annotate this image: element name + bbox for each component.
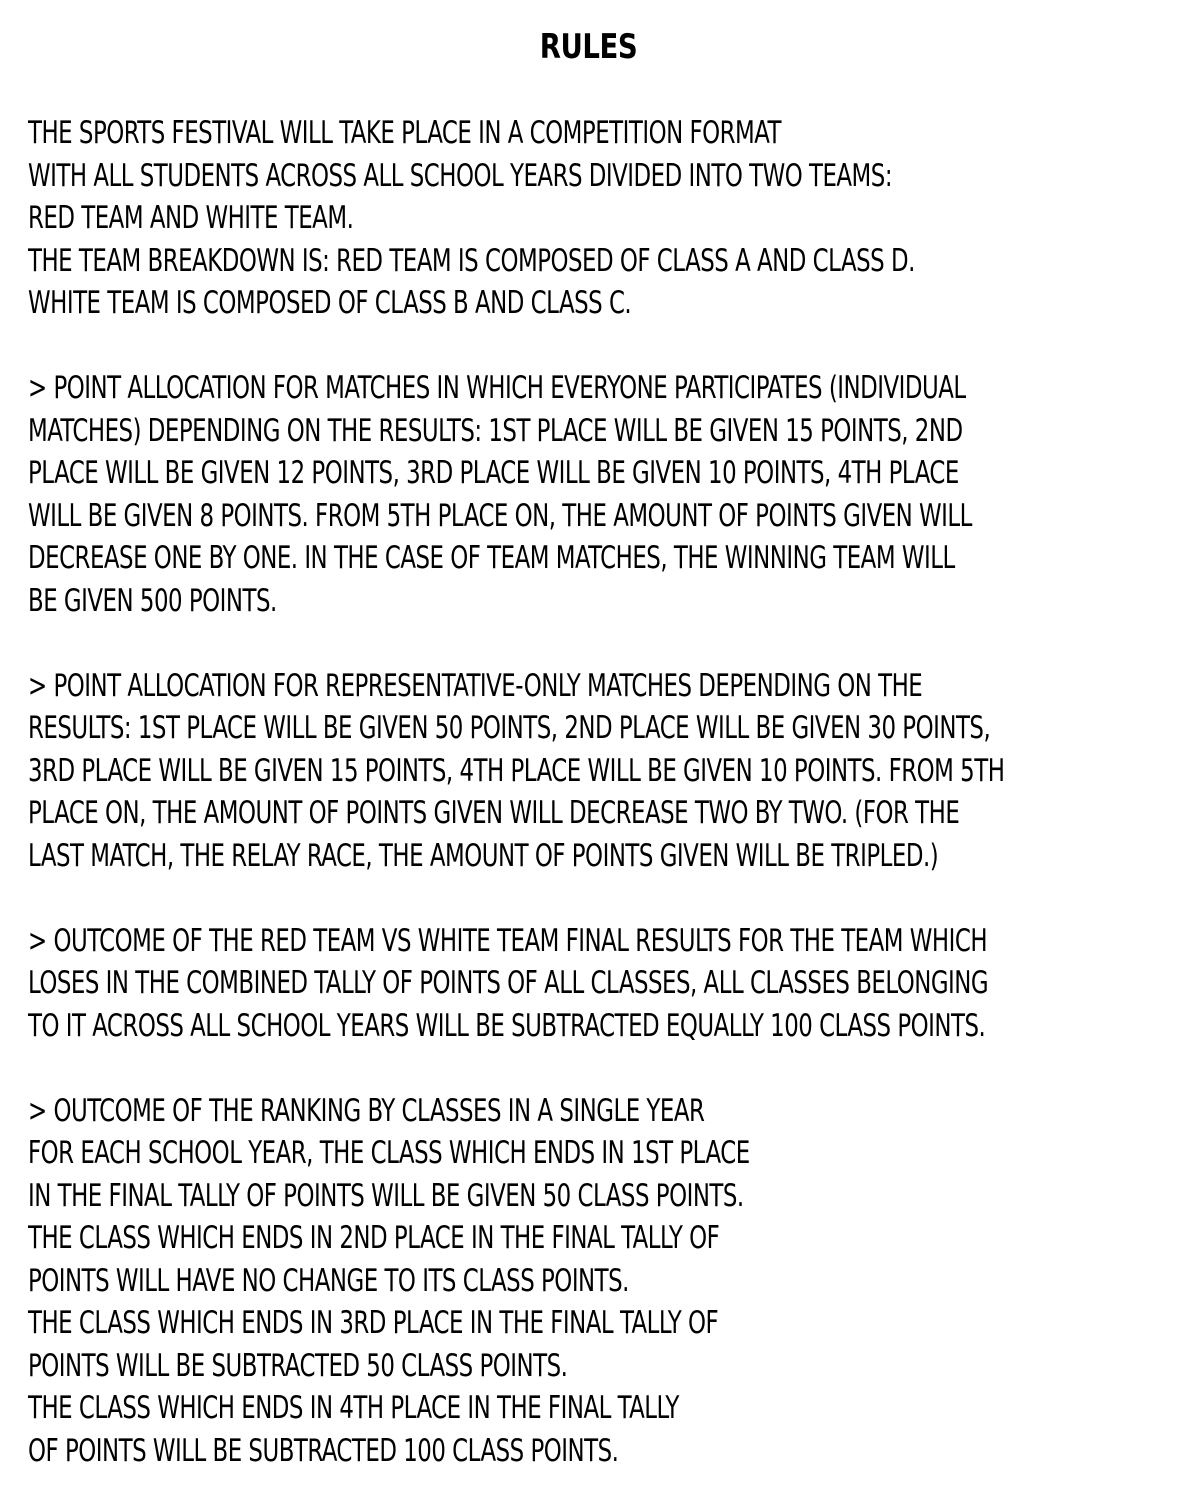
text-line: DECREASE ONE BY ONE. IN THE CASE OF TEAM MATCHES, THE WINNING TEAM WILL [28, 540, 955, 576]
text-line: BE GIVEN 500 POINTS. [28, 582, 277, 619]
text-line: THE CLASS WHICH ENDS IN 3RD PLACE IN THE FINAL TALLY OF [28, 1305, 719, 1341]
text-line: THE CLASS WHICH ENDS IN 4TH PLACE IN THE FINAL TALLY [28, 1390, 679, 1426]
individual-matches-paragraph [28, 367, 1177, 622]
text-line: WHITE TEAM IS COMPOSED OF CLASS B AND CLASS C. [28, 285, 632, 321]
text-line: POINTS WILL HAVE NO CHANGE TO ITS CLASS POINTS. [28, 1262, 629, 1299]
text-line: > POINT ALLOCATION FOR MATCHES IN WHICH EVERYONE PARTICIPATES (INDIVIDUAL [28, 370, 966, 406]
text-line: > POINT ALLOCATION FOR REPRESENTATIVE-ONLY MATCHES DEPENDING ON THE [28, 667, 923, 704]
text-line: TO IT ACROSS ALL SCHOOL YEARS WILL BE SUBTRACTED EQUALLY 100 CLASS POINTS. [28, 1007, 986, 1044]
paragraph-gap [28, 622, 1177, 665]
text-line: OF POINTS WILL BE SUBTRACTED 100 CLASS POINTS. [28, 1432, 619, 1469]
text-line: > OUTCOME OF THE RANKING BY CLASSES IN A SINGLE YEAR [28, 1092, 705, 1129]
text-line: MATCHES) DEPENDING ON THE RESULTS: 1ST PLACE WILL BE GIVEN 15 POINTS, 2ND [28, 412, 963, 449]
intro-paragraph [28, 112, 1177, 325]
paragraph-gap [28, 877, 1177, 920]
paragraph-gap [28, 1047, 1177, 1090]
text-line: POINTS WILL BE SUBTRACTED 50 CLASS POINTS. [28, 1347, 568, 1384]
text-line: 3RD PLACE WILL BE GIVEN 15 POINTS, 4TH PLACE WILL BE GIVEN 10 POINTS. FROM 5TH [28, 752, 1005, 789]
class-ranking-paragraph [28, 1090, 1177, 1473]
text-line: RESULTS: 1ST PLACE WILL BE GIVEN 50 POINTS, 2ND PLACE WILL BE GIVEN 30 POINTS, [28, 710, 991, 746]
text-line: IN THE FINAL TALLY OF POINTS WILL BE GIVEN 50 CLASS POINTS. [28, 1177, 744, 1214]
page-title: RULES [539, 27, 638, 67]
team-outcome-paragraph [28, 920, 1177, 1048]
text-line: WITH ALL STUDENTS ACROSS ALL SCHOOL YEARS DIVIDED INTO TWO TEAMS: [28, 157, 893, 194]
text-line: > OUTCOME OF THE RED TEAM VS WHITE TEAM FINAL RESULTS FOR THE TEAM WHICH [28, 922, 988, 959]
text-line: THE SPORTS FESTIVAL WILL TAKE PLACE IN A COMPETITION FORMAT [28, 115, 781, 151]
text-line: WILL BE GIVEN 8 POINTS. FROM 5TH PLACE ON, THE AMOUNT OF POINTS GIVEN WILL [28, 497, 972, 534]
representative-matches-paragraph [28, 665, 1177, 878]
paragraph-gap [28, 325, 1177, 368]
text-line: LAST MATCH, THE RELAY RACE, THE AMOUNT OF POINTS GIVEN WILL BE TRIPLED.) [28, 837, 939, 874]
text-line: THE CLASS WHICH ENDS IN 2ND PLACE IN THE FINAL TALLY OF [28, 1220, 720, 1256]
text-line: THE TEAM BREAKDOWN IS: RED TEAM IS COMPOSED OF CLASS A AND CLASS D. [28, 242, 915, 279]
text-line: RED TEAM AND WHITE TEAM. [28, 200, 354, 236]
text-line: LOSES IN THE COMBINED TALLY OF POINTS OF ALL CLASSES, ALL CLASSES BELONGING [28, 965, 989, 1001]
text-line: FOR EACH SCHOOL YEAR, THE CLASS WHICH ENDS IN 1ST PLACE [28, 1135, 750, 1171]
text-line: PLACE WILL BE GIVEN 12 POINTS, 3RD PLACE WILL BE GIVEN 10 POINTS, 4TH PLACE [28, 455, 959, 491]
text-line: PLACE ON, THE AMOUNT OF POINTS GIVEN WILL DECREASE TWO BY TWO. (FOR THE [28, 795, 960, 831]
